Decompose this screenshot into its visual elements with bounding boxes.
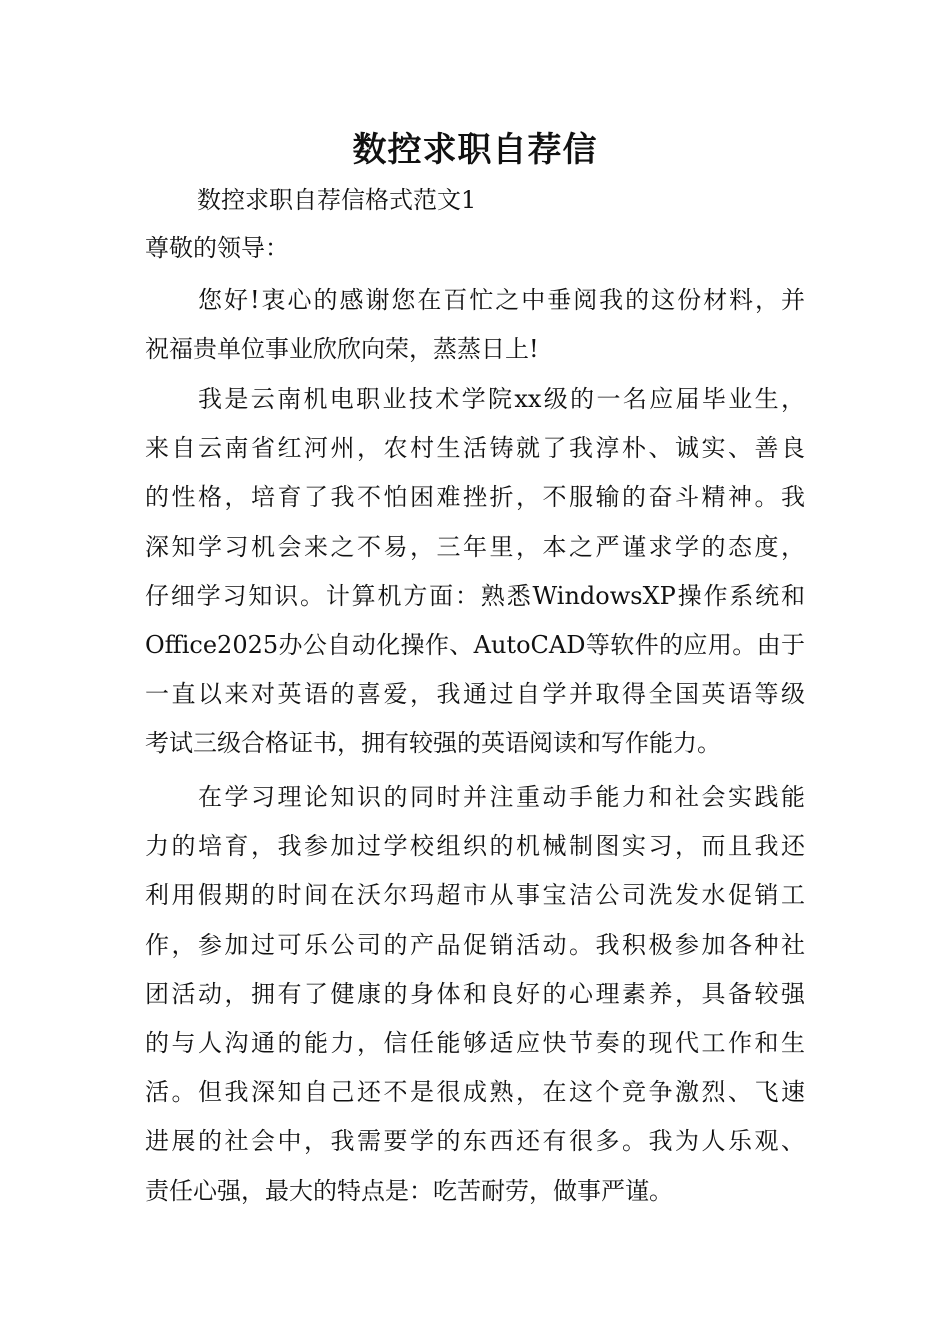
paragraph-greeting <box>145 276 805 374</box>
paragraph-introduction <box>145 375 805 769</box>
text-line: 在学习理论知识的同时并注重动手能力和社会实践能 <box>198 783 805 811</box>
text-line: 您好!衷心的感谢您在百忙之中垂阅我的这份材料，并 <box>198 286 805 314</box>
text-line: 祝福贵单位事业欣欣向荣，蒸蒸日上! <box>145 335 539 364</box>
text-line: 利用假期的时间在沃尔玛超市从事宝洁公司洗发水促销工 <box>145 881 805 910</box>
text-line: 的与人沟通的能力，信任能够适应快节奏的现代工作和生 <box>145 1029 805 1058</box>
text-line: 作，参加过可乐公司的产品促销活动。我积极参加各种社 <box>145 930 805 959</box>
text-line: 深知学习机会来之不易，三年里，本之严谨求学的态度， <box>145 532 805 561</box>
text-line: 的性格，培育了我不怕困难挫折，不服输的奋斗精神。我 <box>145 483 805 512</box>
text-line: 仔细学习知识。计算机方面：熟悉WindowsXP操作系统和 <box>145 581 805 610</box>
salutation: 尊敬的领导： <box>145 234 289 262</box>
text-line: 力的培育，我参加过学校组织的机械制图实习，而且我还 <box>145 832 805 861</box>
paragraph-practice <box>145 773 805 1216</box>
document-title: 数控求职自荐信 <box>352 130 598 170</box>
text-line: 责任心强，最大的特点是：吃苦耐劳，做事严谨。 <box>145 1176 673 1205</box>
text-line: 一直以来对英语的喜爱，我通过自学并取得全国英语等级 <box>145 680 805 709</box>
document-subtitle: 数控求职自荐信格式范文1 <box>197 186 477 214</box>
text-line: 活。但我深知自己还不是很成熟，在这个竞争激烈、飞速 <box>145 1078 805 1107</box>
text-line: 团活动，拥有了健康的身体和良好的心理素养，具备较强 <box>145 979 805 1008</box>
text-line: 进展的社会中，我需要学的东西还有很多。我为人乐观、 <box>145 1127 805 1156</box>
text-line: Office2025办公自动化操作、AutoCAD等软件的应用。由于 <box>145 631 805 660</box>
text-line: 来自云南省红河州，农村生活铸就了我淳朴、诚实、善良 <box>145 434 805 463</box>
text-line: 考试三级合格证书，拥有较强的英语阅读和写作能力。 <box>145 729 721 758</box>
text-line: 我是云南机电职业技术学院xx级的一名应届毕业生， <box>198 385 805 413</box>
